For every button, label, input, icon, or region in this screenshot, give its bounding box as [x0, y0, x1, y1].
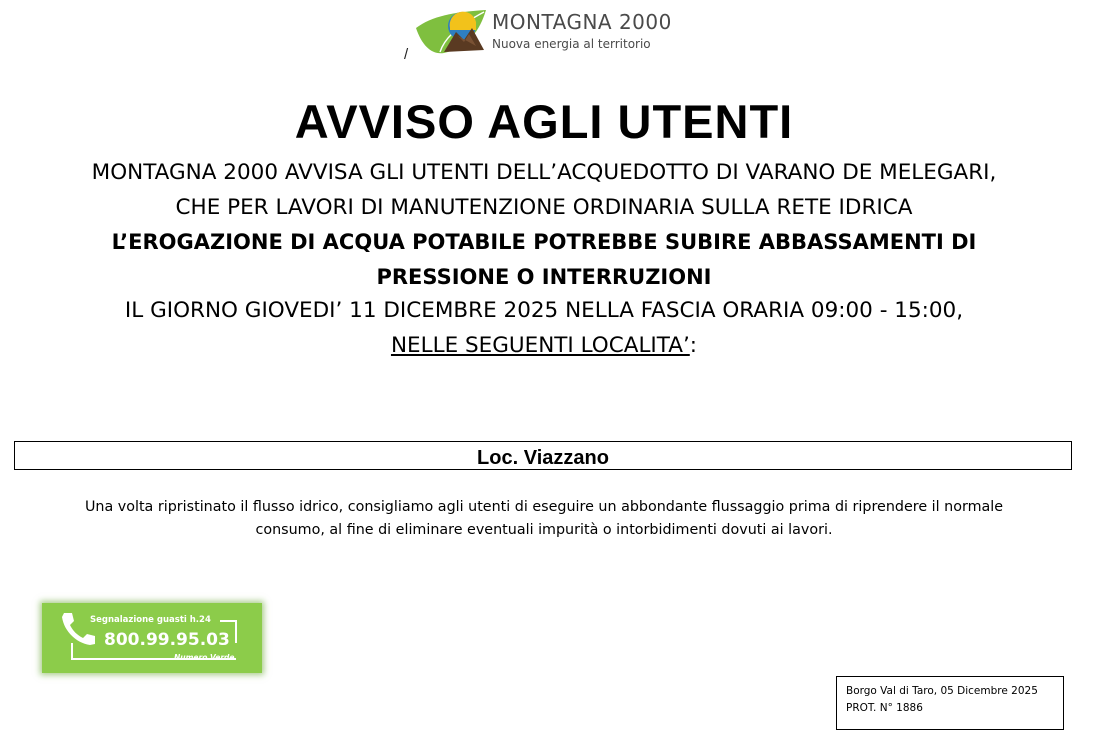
- locations-heading: NELLE SEGUENTI LOCALITA’: [390, 332, 690, 358]
- advice-line-1: Una volta ripristinato il flusso idrico, consigliamo agli utenti di eseguire un abbondante flussaggio prima di riprendere il normale: [84, 499, 1004, 515]
- stray-mark: /: [404, 46, 409, 63]
- protocol-box: [836, 676, 1064, 730]
- logo-name: MONTAGNA 2000: [492, 10, 672, 34]
- advice-line-2: consumo, al fine di eliminare eventuali impurità o intorbidimenti dovuti ai lavori.: [255, 522, 833, 538]
- notice-line-5: IL GIORNO GIOVEDI’ 11 DICEMBRE 2025 NELLA FASCIA ORARIA 09:00 - 15:00,: [124, 298, 964, 323]
- protocol-number: PROT. N° 1886: [846, 702, 923, 714]
- hotline-caption: Numero Verde: [174, 653, 235, 662]
- hotline-badge: [42, 603, 262, 673]
- notice-line-3: L’EROGAZIONE DI ACQUA POTABILE POTREBBE SUBIRE ABBASSAMENTI DI: [111, 230, 977, 254]
- protocol-place-date: Borgo Val di Taro, 05 Dicembre 2025: [846, 685, 1038, 697]
- leaf-mountain-icon: [414, 6, 490, 58]
- notice-line-4: PRESSIONE O INTERRUZIONI: [376, 264, 712, 289]
- location-box: Loc. Viazzano: [14, 441, 1072, 470]
- notice-title: AVVISO AGLI UTENTI: [294, 95, 794, 148]
- notice-line-1: MONTAGNA 2000 AVVISA GLI UTENTI DELL’ACQUEDOTTO DI VARANO DE MELEGARI,: [91, 160, 997, 185]
- hotline-number: 800.99.95.03: [104, 630, 230, 650]
- company-logo: [414, 6, 684, 58]
- notice-line-2: CHE PER LAVORI DI MANUTENZIONE ORDINARIA SULLA RETE IDRICA: [175, 194, 913, 220]
- notice-body: [0, 156, 1088, 363]
- locations-heading-colon: :: [689, 332, 698, 358]
- notice-line-6: [0, 329, 1088, 364]
- logo-tagline: Nuova energia al territorio: [492, 37, 651, 51]
- hotline-label: Segnalazione guasti h.24: [90, 615, 211, 625]
- advice-note: [0, 496, 1088, 542]
